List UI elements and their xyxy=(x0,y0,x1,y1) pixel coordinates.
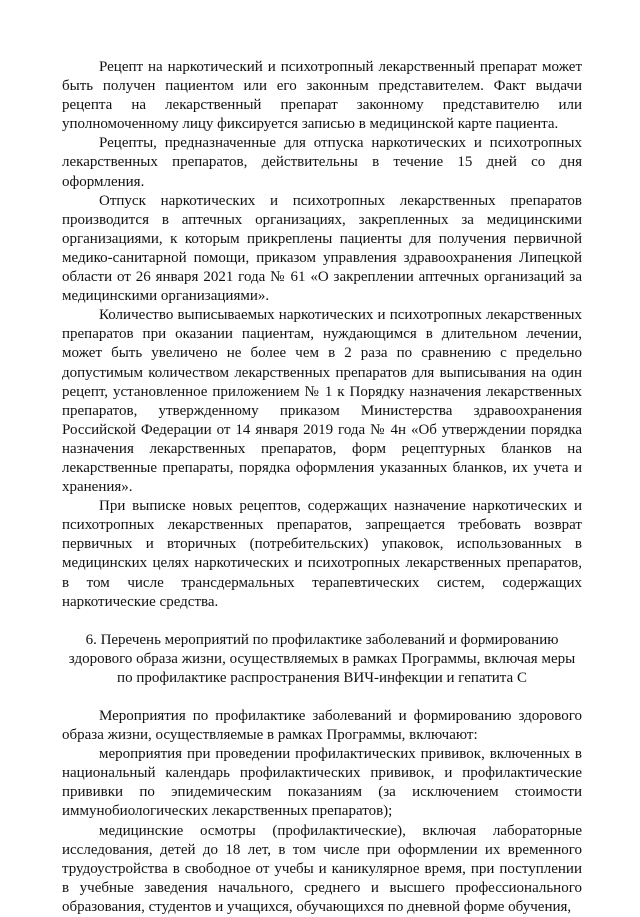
paragraph-packaging-return: При выписке новых рецептов, содержащих назначение наркотических и психотропных лекарственных препаратов, запрещается требовать возврат первичных и вторичных (потребительских) упаковок, использованных в медицинских целях наркотических и психотропных лекарственных препаратов, в том числе трансдермальных терапевтических систем, содержащих наркотические средства. xyxy=(62,498,582,610)
section-heading-line: 6. Перечень мероприятий по профилактике заболеваний и формированию xyxy=(85,631,559,648)
paragraph-vaccinations: мероприятия при проведении профилактических прививок, включенных в национальный календарь профилактических прививок, и профилактические прививки по эпидемическим показаниям (за исключением стоимости иммунобиологических лекарственных препаратов); xyxy=(62,746,582,820)
document-page xyxy=(62,58,582,917)
paragraph-quantity-limits: Количество выписываемых наркотических и психотропных лекарственных препаратов при оказании пациентам, нуждающимся в длительном лечении, может быть увеличено не более чем в 2 раза по сравнению с предельно допустимым количеством лекарственных препаратов для выписывания на один рецепт, установленное приложением № 1 к Порядку назначения лекарственных препаратов, утвержденному приказом Министерства здравоохранения Российской Федерации от 14 января 2019 года № 4н «Об утверждении порядка назначения лекарственных препаратов, форм рецептурных бланков на лекарственные препараты, порядка оформления указанных бланков, их учета и хранения». xyxy=(62,307,582,496)
paragraph-dispensing-pharmacies: Отпуск наркотических и психотропных лекарственных препаратов производится в аптечных организациях, закрепленных за медицинскими организациями, к которым прикреплены пациенты для получения первичной медико-санитарной помощи, приказом управления здравоохранения Липецкой области от 26 января 2021 года № 61 «О закреплении аптечных организаций за медицинскими организациями». xyxy=(62,192,582,305)
paragraph-prevention-intro: Мероприятия по профилактике заболеваний и формированию здорового образа жизни, осуществляемые в рамках Программы, включают: xyxy=(62,708,582,744)
paragraph-prescription-validity: Рецепты, предназначенные для отпуска наркотических и психотропных лекарственных препаратов, действительны в течение 15 дней со дня оформления. xyxy=(62,135,582,190)
paragraph-prescription-receipt: Рецепт на наркотический и психотропный лекарственный препарат может быть получен пациентом или его законным представителем. Факт выдачи рецепта на лекарственный препарат законному представителю или уполномоченному лицу фиксируется записью в медицинской карте пациента. xyxy=(62,59,582,133)
section-heading-line: по профилактике распространения ВИЧ-инфекции и гепатита С xyxy=(117,669,527,686)
section-heading xyxy=(62,631,582,688)
section-heading-line: здорового образа жизни, осуществляемых в рамках Программы, включая меры xyxy=(68,650,576,667)
paragraph-medical-examinations: медицинские осмотры (профилактические), включая лабораторные исследования, детей до 18 лет, в том числе при оформлении их временного трудоустройства в свободное от учебы и каникулярное время, при поступлении в учебные заведения начального, среднего и высшего профессионального образования, студентов и учащихся, обучающихся по дневной форме обучения, xyxy=(62,822,582,915)
